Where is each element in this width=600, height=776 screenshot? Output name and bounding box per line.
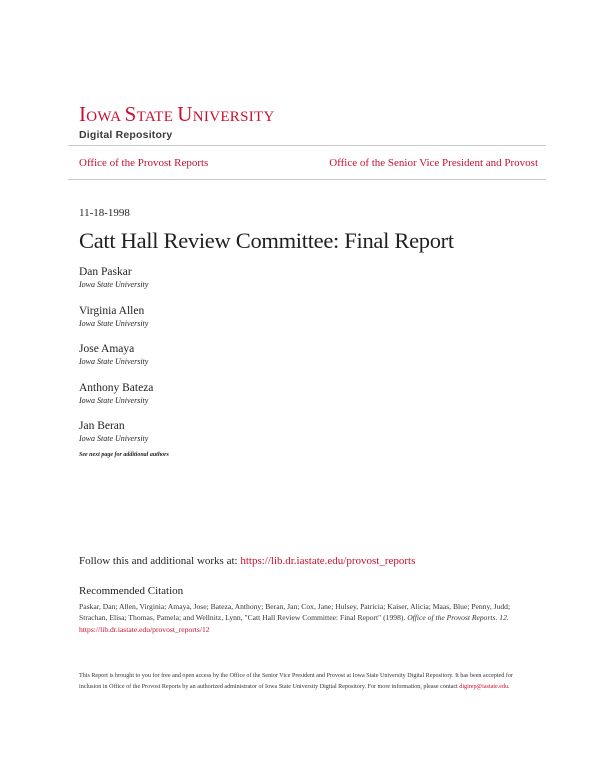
author-entry <box>79 342 153 381</box>
notice-end: . <box>508 684 510 691</box>
recommended-citation-heading: Recommended Citation <box>79 585 184 597</box>
author-name: Dan Paskar <box>79 266 132 278</box>
provost-reports-link[interactable]: Office of the Provost Reports <box>79 157 209 169</box>
logo-title: IOWA STATE UNIVERSITY <box>79 102 275 126</box>
citation-body: Paskar, Dan; Allen, Virginia; Amaya, Jose; Bateza, Anthony; Beran, Jan; Cox, Jane; Hulsey, Patricia; Kaiser, Alicia; Maas, Blue; Penny, Judd; Strachan, Elisa; Thomas, Pamela; and Wellnitz, Lynn, "Catt Hall Review Committee: Final Report" (1998). <box>79 602 511 623</box>
publication-date: 11-18-1998 <box>79 207 130 219</box>
author-affiliation: Iowa State University <box>79 357 149 366</box>
author-affiliation: Iowa State University <box>79 318 149 328</box>
citation-series: Office of the Provost Reports <box>407 613 496 623</box>
senior-vp-provost-link[interactable]: Office of the Senior Vice President and Provost <box>329 157 538 169</box>
follow-line <box>79 555 415 567</box>
divider-top <box>68 145 546 146</box>
citation-number: . 12. <box>495 613 509 623</box>
author-name: Jose Amaya <box>79 343 135 355</box>
author-entry <box>79 265 153 304</box>
author-name: Virginia Allen <box>79 304 145 317</box>
author-affiliation: Iowa State University <box>79 434 149 443</box>
citation-link[interactable]: https://lib.dr.iastate.edu/provost_reports/12 <box>79 624 210 634</box>
author-affiliation: Iowa State University <box>79 395 149 405</box>
collection-link[interactable]: https://lib.dr.iastate.edu/provost_reports <box>240 555 416 567</box>
author-name: Jan Beran <box>79 420 125 432</box>
notice-text: This Report is brought to you for free and open access by the Office of the Senior Vice President and Provost at Iowa State University Digital Repository. It has been accepted for inclusion in Office of the Provost Reports by an authorized administrator of Iowa State University Digital Repository. For more information, please contact <box>79 673 513 691</box>
author-affiliation: Iowa State University <box>79 280 149 289</box>
author-entry <box>79 304 153 343</box>
divider-bottom <box>68 179 546 180</box>
logo-subtitle: Digital Repository <box>79 129 173 141</box>
document-title: Catt Hall Review Committee: Final Report <box>79 228 454 253</box>
contact-email-link[interactable]: digirep@iastate.edu <box>459 684 509 691</box>
author-name: Anthony Bateza <box>79 381 154 394</box>
author-entry <box>79 381 153 420</box>
university-logo[interactable] <box>79 104 275 141</box>
follow-text: Follow this and additional works at: <box>79 555 241 567</box>
access-notice <box>79 671 521 693</box>
author-list <box>79 265 153 458</box>
citation-text <box>79 601 521 635</box>
additional-authors-note: See next page for additional authors <box>79 452 169 458</box>
